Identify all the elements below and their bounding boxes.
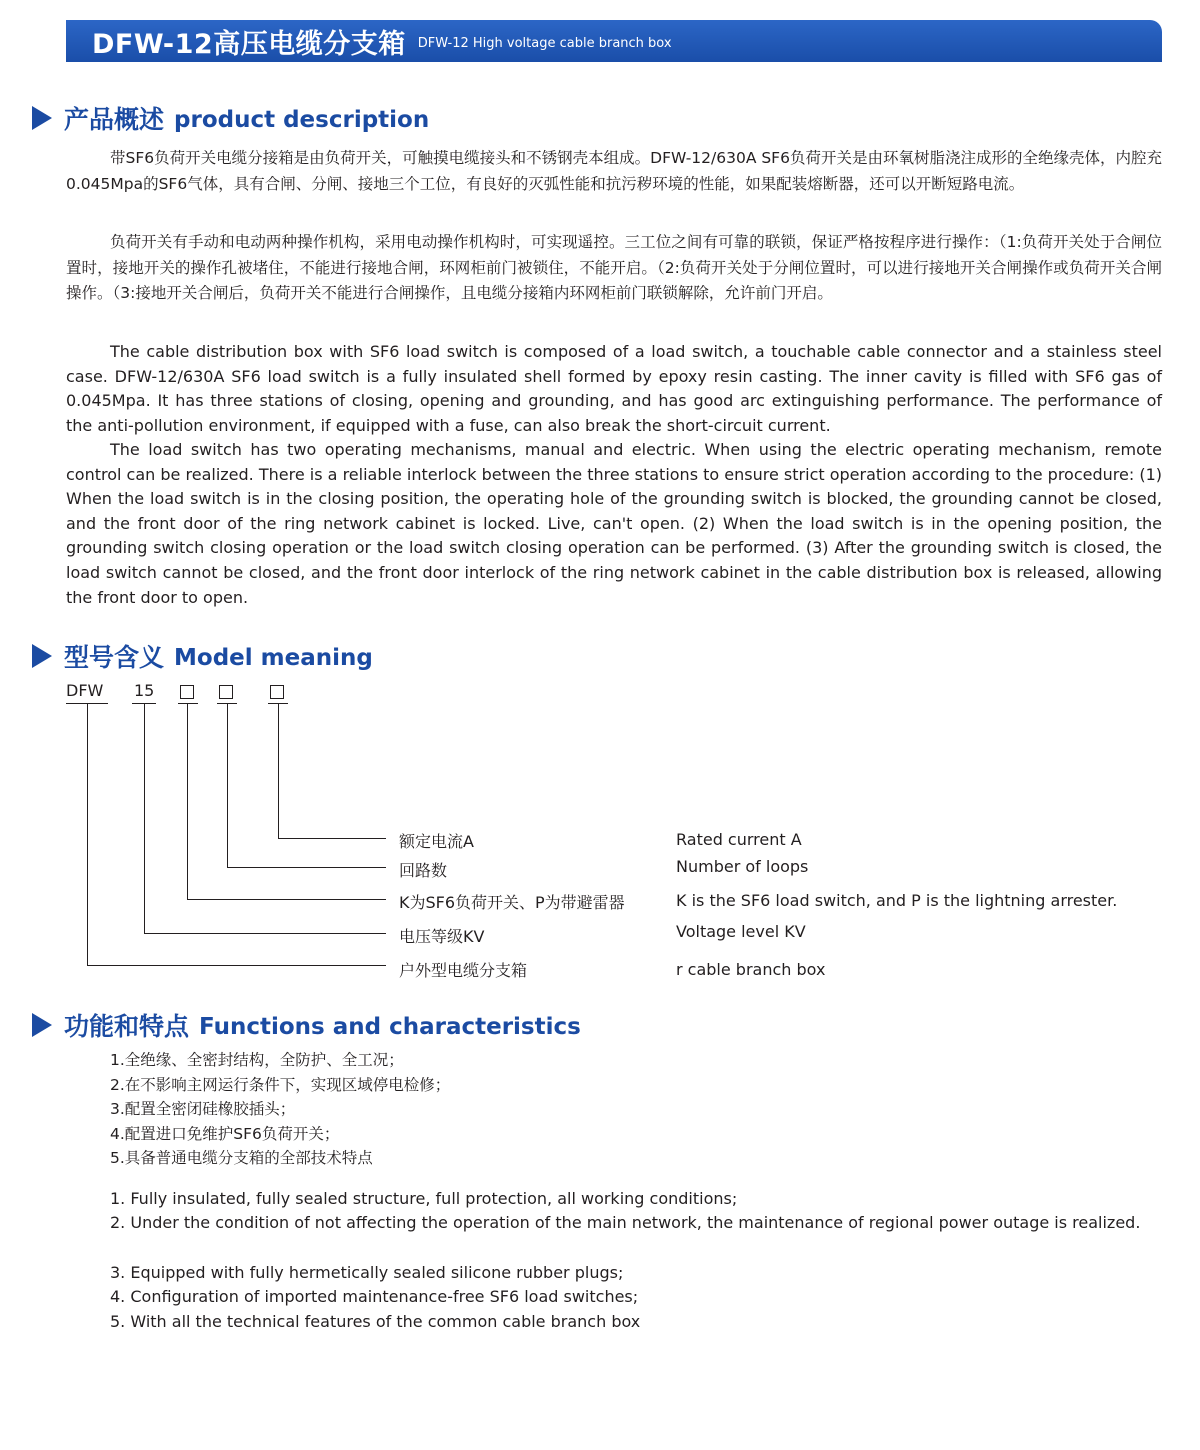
model-item-cn: K为SF6负荷开关、P为带避雷器 [399,893,625,912]
model-item-cn: 电压等级KV [399,927,485,946]
section-heading-features [32,1007,581,1043]
feature-en-item-4: 4. Configuration of imported maintenance-free SF6 load switches; [110,1287,639,1306]
triangle-bullet-icon [32,644,52,668]
model-item-en: r cable branch box [676,960,826,979]
section-title-cn: 功能和特点 [64,1012,190,1041]
feature-en-item-2: 2. Under the condition of not affecting the operation of the main network, the maintenance of regional power outage is realized. [110,1213,1141,1232]
description-cn-paragraph-2: 负荷开关有手动和电动两种操作机构，采用电动操作机构时，可实现遥控。三工位之间有可靠的联锁，保证严格按程序进行操作：（1:负荷开关处于合闸位置时，接地开关的操作孔被堵住，不能进行接地合闸，环网柜前门被锁住，不能开启。（2:负荷开关处于分闸位置时，可以进行接地开关合闸操作或负荷开关合闸操作。（3:接地开关合闸后，负荷开关不能进行合闸操作，且电缆分接箱内环网柜前门联锁解除，允许前门开启。 [66,233,1162,302]
section-title-en: product description [174,106,430,133]
title-banner [66,20,1162,62]
leader-line [227,867,386,868]
list-item: 3.配置全密闭硅橡胶插头； [110,1100,296,1118]
model-item-cn: 额定电流A [399,832,474,851]
leader-line [278,838,386,839]
features-cn-list [110,1048,450,1171]
section-title-en: Model meaning [174,644,373,671]
description-cn-paragraph-1: 带SF6负荷开关电缆分接箱是由负荷开关，可触摸电缆接头和不锈钢壳本组成。DFW-12/630A SF6负荷开关是由环氧树脂浇注成形的全绝缘壳体，内腔充0.045Mpa的SF6气体，具有合闸、分闸、接地三个工位，有良好的灭弧性能和抗污秽环境的性能，如果配装熔断器，还可以开断短路电流。 [66,149,1162,193]
leader-line [187,703,188,900]
section-heading-model [32,638,373,674]
placeholder-box-icon [270,685,284,699]
list-item: 4.配置进口免维护SF6负荷开关； [110,1124,340,1143]
model-item-en: Number of loops [676,857,809,876]
placeholder-box-icon [180,685,194,699]
feature-en-item-3: 3. Equipped with fully hermetically sealed silicone rubber plugs; [110,1263,624,1282]
model-item-en: Rated current A [676,830,802,849]
leader-line [87,965,386,966]
leader-line [278,703,279,839]
list-item: 5.具备普通电缆分支箱的全部技术特点 [110,1149,373,1167]
model-item-cn: 户外型电缆分支箱 [399,961,528,980]
leader-line [227,703,228,868]
feature-en-item-5: 5. With all the technical features of the common cable branch box [110,1312,641,1331]
model-item-en: Voltage level KV [676,922,806,941]
leader-line [187,899,386,900]
triangle-bullet-icon [32,1013,52,1037]
leader-line [144,933,386,934]
leader-line [144,703,145,934]
placeholder-box-icon [219,685,233,699]
description-en-paragraph-2: The load switch has two operating mechanisms, manual and electric. When using the electric operating mechanism, remote control can be realized. There is a reliable interlock between the three stations to ensure strict operation according to the procedure: (1) When the load switch is in the closing position, the operating hole of the grounding switch is blocked, the grounding cannot be closed, and the front door of the ring network cabinet is locked. Live, can't open. (2) When the load switch is in the opening position, the grounding switch closing operation or the load switch closing operation can be performed. (3) After the grounding switch is closed, the load switch cannot be closed, and the front door interlock of the ring network cabinet in the cable distribution box is released, allowing the front door to open. [66,440,1162,607]
section-heading-description [32,100,429,136]
underline [178,703,198,704]
model-item-cn: 回路数 [399,861,448,880]
model-code-voltage: 15 [134,681,155,700]
feature-en-item-1: 1. Fully insulated, fully sealed structure, full protection, all working conditions; [110,1189,738,1208]
section-title-cn: 型号含义 [64,643,165,672]
triangle-bullet-icon [32,106,52,130]
page-subtitle: DFW-12 High voltage cable branch box [417,35,672,51]
model-code-prefix: DFW [66,681,104,700]
page-title: DFW-12高压电缆分支箱 [92,28,406,60]
model-item-en: K is the SF6 load switch, and P is the lightning arrester. [676,891,1118,910]
section-title-cn: 产品概述 [64,105,165,134]
description-en-paragraph-1: The cable distribution box with SF6 load switch is composed of a load switch, a touchable cable connector and a stainless steel case. DFW-12/630A SF6 load switch is a fully insulated shell formed by epoxy resin casting. The inner cavity is filled with SF6 gas of 0.045Mpa. It has three stations of closing, opening and grounding, and has good arc extinguishing performance. The performance of the anti-pollution environment, if equipped with a fuse, can also break the short-circuit current. [66,342,1162,435]
list-item: 1.全绝缘、全密封结构，全防护、全工况； [110,1051,404,1069]
leader-line [87,703,88,966]
section-title-en: Functions and characteristics [199,1013,581,1040]
list-item: 2.在不影响主网运行条件下，实现区域停电检修； [110,1075,451,1094]
